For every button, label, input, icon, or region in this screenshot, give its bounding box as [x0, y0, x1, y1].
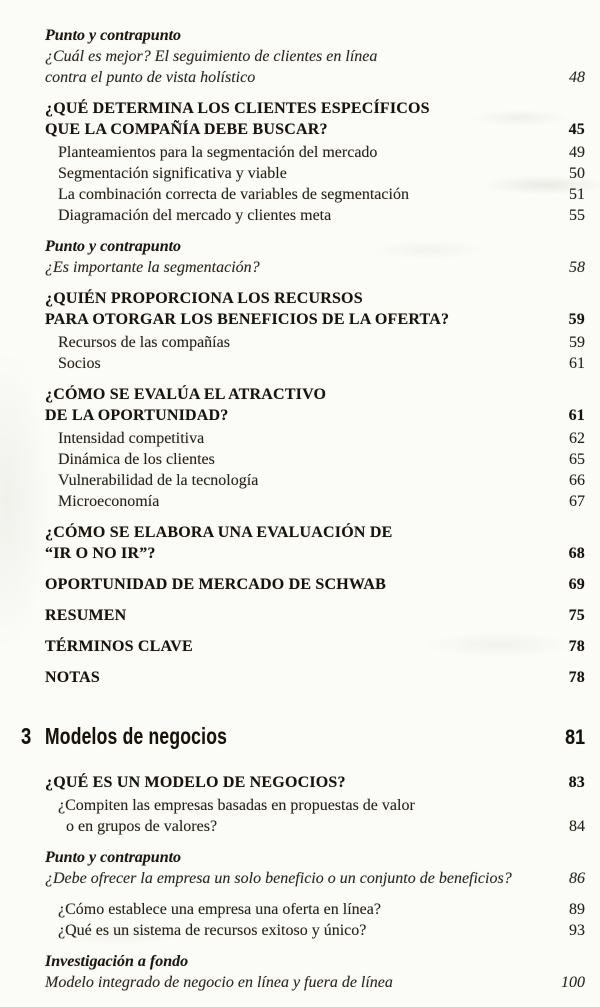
toc-entry-title: Punto y contrapunto	[45, 849, 182, 866]
toc-entry-page: 67	[569, 493, 585, 510]
toc-row	[45, 25, 585, 46]
toc-entry-page: 50	[569, 165, 585, 182]
toc-entry-page: 68	[568, 545, 585, 562]
toc-row	[45, 772, 585, 793]
toc-chapter-row	[21, 722, 585, 754]
toc-entry-page: 84	[569, 818, 585, 835]
toc-entry-title: ¿Qué es un sistema de recursos exitoso y único?	[58, 922, 367, 939]
toc-entry-title: ¿Cómo establece una empresa una oferta en línea?	[58, 901, 381, 918]
toc-entry-title: Diagramación del mercado y clientes meta	[58, 207, 332, 224]
toc-row	[45, 847, 585, 868]
toc-row	[45, 605, 585, 626]
toc-entry-title: contra el punto de vista holístico	[45, 69, 256, 86]
toc-entry-page: 61	[568, 407, 585, 424]
toc-entry-title: NOTAS	[45, 669, 100, 686]
toc-row	[45, 449, 585, 470]
toc-entry-title: ¿Es importante la segmentación?	[45, 259, 260, 276]
toc-entry-title: ¿QUÉ ES UN MODELO DE NEGOCIOS?	[45, 774, 346, 791]
toc-entry-page: 100	[561, 974, 585, 991]
toc-entry-title: ¿Cuál es mejor? El seguimiento de clientes en línea	[45, 48, 378, 65]
toc-entry-title: o en grupos de valores?	[66, 818, 218, 835]
toc-entry-title: “IR O NO IR”?	[45, 545, 156, 562]
toc-row	[45, 332, 585, 353]
toc-entry-page: 45	[568, 121, 585, 138]
toc-entry-page: 55	[569, 207, 585, 224]
toc-row	[45, 405, 585, 426]
toc-row	[45, 636, 585, 657]
toc-entry-page: 89	[569, 901, 585, 918]
toc-entry-page: 78	[568, 638, 585, 655]
toc-entry-title: ¿QUÉ DETERMINA LOS CLIENTES ESPECÍFICOS	[45, 100, 430, 117]
toc-row	[45, 142, 585, 163]
toc-row	[45, 98, 585, 119]
toc-entry-page: 93	[569, 922, 585, 939]
toc-entry-page: 51	[569, 186, 585, 203]
toc-entry-title: Segmentación significativa y viable	[58, 165, 287, 182]
toc-entry-title: ¿CÓMO SE ELABORA UNA EVALUACIÓN DE	[45, 524, 393, 541]
toc-row	[45, 491, 585, 512]
toc-entry-title: Investigación a fondo	[45, 953, 189, 970]
toc-entry-title: ¿Debe ofrecer la empresa un solo beneficio o un conjunto de beneficios?	[45, 870, 512, 887]
toc-row	[45, 795, 585, 816]
toc-row	[45, 119, 585, 140]
toc-row	[45, 920, 585, 941]
toc-entry-page: 61	[569, 355, 585, 372]
toc-row	[45, 522, 585, 543]
toc-entry-page: 59	[569, 334, 585, 351]
toc-entry-title: Punto y contrapunto	[45, 238, 182, 255]
toc-entry-title: ¿CÓMO SE EVALÚA EL ATRACTIVO	[45, 386, 327, 403]
toc-entry-title: RESUMEN	[45, 607, 127, 624]
toc-entry-title: Dinámica de los clientes	[58, 451, 215, 468]
toc-entry-page: 81	[565, 726, 585, 749]
toc-entry-title: OPORTUNIDAD DE MERCADO DE SCHWAB	[45, 576, 386, 593]
toc-row	[45, 46, 585, 67]
toc-entry-page: 69	[568, 576, 585, 593]
toc-row	[45, 543, 585, 564]
toc-row	[45, 972, 585, 993]
toc-entry-page: 48	[569, 69, 585, 86]
toc-row	[45, 816, 585, 837]
toc-entry-page: 49	[569, 144, 585, 161]
toc-row	[45, 470, 585, 491]
toc-row	[45, 309, 585, 330]
chapter-title-text: Modelos de negocios	[45, 723, 228, 749]
toc-entry-title: Socios	[58, 355, 101, 372]
toc-entry-title: ¿Compiten las empresas basadas en propuestas de valor	[58, 797, 415, 814]
toc-entry-title: ¿QUIÉN PROPORCIONA LOS RECURSOS	[45, 290, 363, 307]
chapter-number: 3	[21, 723, 32, 749]
toc-entry-title: TÉRMINOS CLAVE	[45, 638, 193, 655]
toc-entry-title: PARA OTORGAR LOS BENEFICIOS DE LA OFERTA?	[45, 311, 450, 328]
toc-entry-title: La combinación correcta de variables de segmentación	[58, 186, 409, 203]
toc-row	[45, 384, 585, 405]
toc-entry-title: Punto y contrapunto	[45, 27, 182, 44]
toc-entry-page: 86	[569, 870, 585, 887]
toc-entry-title: Planteamientos para la segmentación del mercado	[58, 144, 378, 161]
toc-entry-page: 83	[568, 774, 585, 791]
toc-entry-page: 78	[568, 669, 585, 686]
toc-row	[45, 257, 585, 278]
toc-row	[45, 899, 585, 920]
toc-entry-page: 65	[569, 451, 585, 468]
toc-entry-page: 62	[569, 430, 585, 447]
toc-row	[45, 353, 585, 374]
toc-entry-title: Microeconomía	[58, 493, 160, 510]
toc-entry-page: 75	[568, 607, 585, 624]
toc-row	[45, 67, 585, 88]
toc-entry-title: QUE LA COMPAÑÍA DEBE BUSCAR?	[45, 121, 328, 138]
toc-row	[45, 184, 585, 205]
toc-entry-title: Vulnerabilidad de la tecnología	[58, 472, 259, 489]
toc-row	[45, 574, 585, 595]
toc-entry-title: Intensidad competitiva	[58, 430, 205, 447]
toc-entry-page: 58	[569, 259, 585, 276]
toc-row	[45, 163, 585, 184]
toc-row	[45, 667, 585, 688]
toc-row	[45, 288, 585, 309]
toc-entry-title: Modelo integrado de negocio en línea y fuera de línea	[45, 974, 393, 991]
toc-row	[45, 236, 585, 257]
chapter-title	[45, 722, 545, 754]
toc-row	[45, 868, 585, 889]
toc-entry-title: DE LA OPORTUNIDAD?	[45, 407, 229, 424]
toc-row	[45, 205, 585, 226]
toc-entry-title: Recursos de las compañías	[58, 334, 230, 351]
toc-entry-page: 59	[568, 311, 585, 328]
toc-entry-page: 66	[569, 472, 585, 489]
toc-row	[45, 951, 585, 972]
toc-row	[45, 428, 585, 449]
